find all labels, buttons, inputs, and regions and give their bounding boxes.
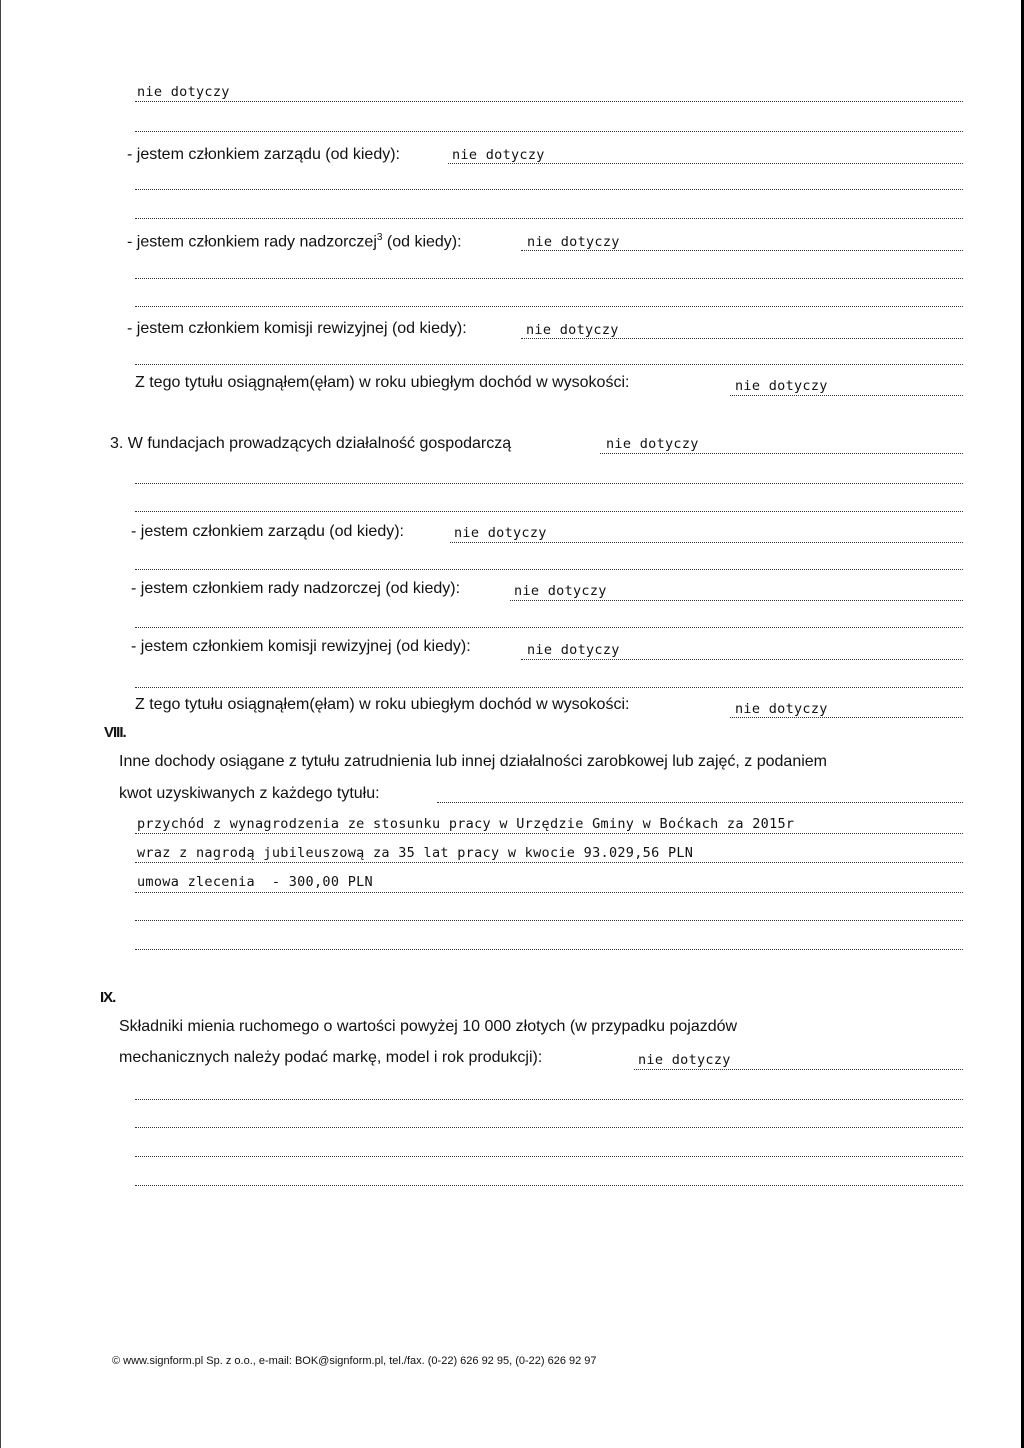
dotted-line xyxy=(634,1069,963,1070)
dotted-line xyxy=(135,949,963,950)
dotted-line xyxy=(135,189,963,190)
dotted-line xyxy=(135,278,963,279)
dotted-line xyxy=(730,717,963,718)
section-ix-numeral: IX. xyxy=(100,989,116,1006)
dotted-line xyxy=(135,920,963,921)
dotted-line xyxy=(135,483,963,484)
dotted-line xyxy=(135,364,963,365)
foundation-income-label: Z tego tytułu osiągnąłem(ęłam) w roku ubiegłym dochód w wysokości: xyxy=(135,696,630,713)
income-entry-2: wraz z nagrodą jubileuszową za 35 lat pracy w kwocie 93.029,56 PLN xyxy=(137,845,694,861)
dotted-line xyxy=(521,659,963,660)
section-ix-text-line1: Składniki mienia ruchomego o wartości powyżej 10 000 złotych (w przypadku pojazdów xyxy=(119,1018,738,1035)
dotted-line xyxy=(437,802,963,803)
board-member-value: nie dotyczy xyxy=(452,147,545,163)
board-member-label: - jestem członkiem zarządu (od kiedy): xyxy=(127,146,400,163)
dotted-line xyxy=(521,250,963,251)
dotted-line xyxy=(448,163,963,164)
dotted-line xyxy=(135,1156,963,1157)
scan-border-left xyxy=(0,0,1,1448)
supervisory-board-value: nie dotyczy xyxy=(527,234,620,250)
foundation-income-value: nie dotyczy xyxy=(735,701,828,717)
audit-committee-label: - jestem członkiem komisji rewizyjnej (od kiedy): xyxy=(127,320,467,337)
dotted-line xyxy=(730,395,963,396)
dotted-line xyxy=(135,306,963,307)
foundation-audit-label: - jestem członkiem komisji rewizyjnej (od kiedy): xyxy=(131,638,471,655)
company-name-value: nie dotyczy xyxy=(137,84,230,100)
dotted-line xyxy=(135,218,963,219)
income-value: nie dotyczy xyxy=(735,378,828,394)
foundation-audit-value: nie dotyczy xyxy=(527,642,620,658)
dotted-line xyxy=(521,338,963,339)
supervisory-board-label: - jestem członkiem rady nadzorczej$^3$ (od kiedy): xyxy=(127,232,462,251)
dotted-line xyxy=(135,101,963,102)
section-ix-text-line2: mechanicznych należy podać markę, model i rok produkcji): xyxy=(119,1049,543,1066)
dotted-line xyxy=(135,627,963,628)
dotted-line xyxy=(135,1185,963,1186)
section-viii-numeral: VIII. xyxy=(104,724,126,741)
dotted-line xyxy=(135,862,963,863)
income-label: Z tego tytułu osiągnąłem(ęłam) w roku ubiegłym dochód w wysokości: xyxy=(135,374,630,391)
income-entry-3: umowa zlecenia - 300,00 PLN xyxy=(137,874,373,890)
foundations-label: 3. W fundacjach prowadzących działalność gospodarczą xyxy=(110,435,512,452)
section-viii-text-line2: kwot uzyskiwanych z każdego tytułu: xyxy=(119,785,380,802)
income-entry-1: przychód z wynagrodzenia ze stosunku pracy w Urzędzie Gminy w Boćkach za 2015r xyxy=(137,816,795,832)
dotted-line xyxy=(135,892,963,893)
dotted-line xyxy=(135,1099,963,1100)
dotted-line xyxy=(135,131,963,132)
foundation-supervisory-value: nie dotyczy xyxy=(514,583,607,599)
dotted-line xyxy=(135,687,963,688)
dotted-line xyxy=(135,511,963,512)
section-viii-text-line1: Inne dochody osiągane z tytułu zatrudnienia lub innej działalności zarobkowej lub zajęć, z podaniem xyxy=(119,753,827,770)
footer-copyright: © www.signform.pl Sp. z o.o., e-mail: BOK@signform.pl, tel./fax. (0-22) 626 92 95, (0-22) 626 92 97 xyxy=(112,1355,597,1367)
foundation-board-value: nie dotyczy xyxy=(454,525,547,541)
dotted-line xyxy=(135,569,963,570)
dotted-line xyxy=(450,542,963,543)
dotted-line xyxy=(135,833,963,834)
audit-committee-value: nie dotyczy xyxy=(526,322,619,338)
foundations-value: nie dotyczy xyxy=(606,436,699,452)
section-ix-value: nie dotyczy xyxy=(638,1052,731,1068)
foundation-supervisory-label: - jestem członkiem rady nadzorczej (od kiedy): xyxy=(131,580,461,597)
dotted-line xyxy=(135,1127,963,1128)
dotted-line xyxy=(600,453,963,454)
dotted-line xyxy=(510,600,963,601)
foundation-board-label: - jestem członkiem zarządu (od kiedy): xyxy=(131,523,404,540)
